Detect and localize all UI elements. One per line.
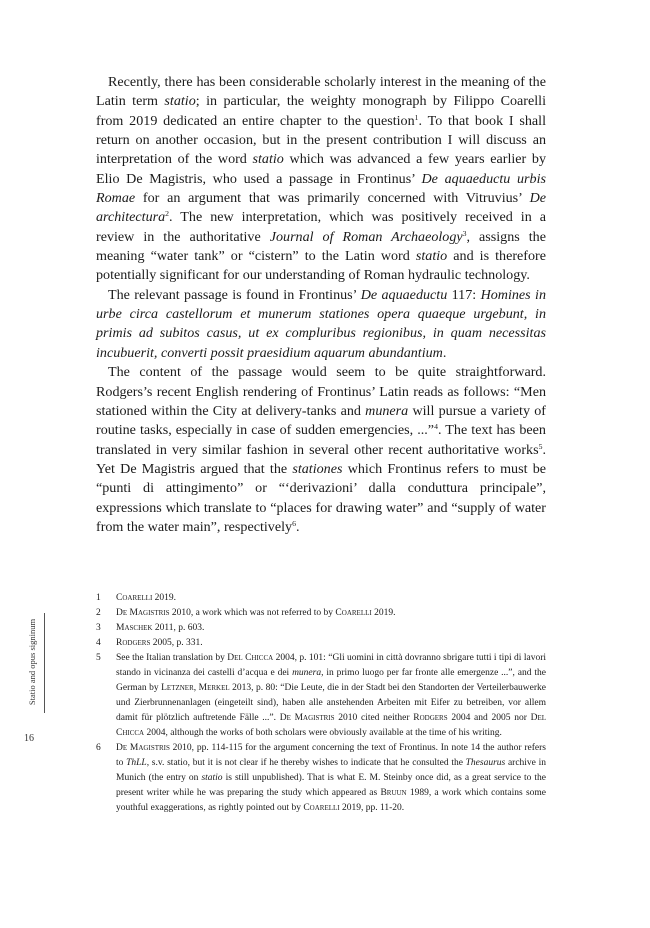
text-run: ; in particular, the weighty monograph by Filippo Coarelli from 2019 dedicated an entire chapter to the question [96, 93, 546, 129]
running-head-text: Statio and opus signinum [27, 618, 37, 706]
author-name: Coarelli [116, 593, 153, 603]
text-run: 2004 and 2005 nor [447, 713, 531, 723]
latin-term: munera [365, 402, 409, 419]
footnote-ref[interactable]: 1 [414, 112, 419, 122]
running-head [27, 617, 37, 707]
text-run: 2010, a work which was not referred to by [169, 608, 336, 618]
text-run: 2019, pp. 11-20. [339, 803, 405, 813]
footnote-text [116, 741, 546, 816]
latin-term: statio [201, 773, 223, 783]
footnote-text [116, 606, 546, 621]
text-run: Recently, there has been considerable scholarly interest in the meaning of the Latin term [96, 74, 546, 110]
footnote-text [116, 636, 546, 651]
footnote-ref[interactable]: 6 [292, 518, 296, 528]
author-name: Rodgers [116, 638, 151, 648]
author-name: Bruun [380, 788, 407, 798]
text-run: . The text has been translated in very similar fashion in several other recent authoritative works [96, 422, 546, 458]
text-run: , assigns the meaning “water tank” or “cistern” to the Latin word [96, 228, 546, 265]
footnotes [96, 591, 546, 816]
text-run: 1989, a work which contains some youthful exaggerations, as rightly pointed out by [116, 788, 546, 813]
footnote-text [116, 621, 546, 636]
text-run: will pursue a variety of routine tasks, especially in case of sudden emergencies, ...” [96, 402, 546, 439]
text-run: , s.v. statio, but it is not clear if he thereby wishes to indicate that he consulted the [146, 758, 466, 768]
footnote-number: 6 [96, 743, 101, 753]
text-run: and is therefore potentially significant for our understanding of Roman hydraulic technology. [96, 248, 546, 284]
author-name: Letzner [161, 683, 194, 693]
footnote-text [116, 651, 546, 741]
work-title: ThLL [126, 758, 147, 768]
main-text [96, 73, 546, 537]
work-title: De aquaeductu [360, 286, 448, 303]
footnote-number: 2 [96, 608, 101, 618]
author-name: Del Chicca [116, 713, 546, 738]
text-run: 2010 cited neither [334, 713, 414, 723]
text-run: 2013, p. 80: “Die Leute, die in der Stadt bei den Standorten der Verteilerbauwerke und Zierbrunnenanlagen (eingeteilt sind), haben alle anstehenden Arbeiten mit Eifer zu betreiben, vor allem damit für plötzlich auftretende Fälle ...”. [116, 683, 546, 723]
footnote-6 [96, 741, 546, 816]
margin-rule [44, 613, 45, 713]
text-run: which was advanced a few years earlier by Elio De Magistris, who used a passage in Frontinus’ [96, 151, 546, 187]
work-title: De aquaeductu urbis Romae [96, 170, 546, 207]
footnote-ref[interactable]: 2 [165, 209, 170, 219]
text-run: . To that book I shall return on another occasion, but in the present contribution I will discuss an interpretation of the word [96, 112, 546, 168]
author-name: Rodgers [413, 713, 448, 723]
work-title: De architectura [96, 190, 546, 226]
latin-term: munera [292, 668, 322, 678]
text-run: 2004, p. 101: “Gli uomini in città dovranno sbrigare tutti i tipi di lavori stando in vicinanza dei castelli d’acqua e dei [116, 653, 547, 678]
paragraph-1 [96, 73, 546, 286]
footnote-number: 4 [96, 638, 101, 648]
author-name: Maschek [116, 623, 153, 633]
text-run: . [295, 518, 300, 535]
latin-term: stationes [292, 460, 343, 477]
latin-term: statio [415, 248, 448, 265]
text-run: . The new interpretation, which was positively received in a review in the authoritative [96, 209, 546, 245]
author-name: De Magistris [279, 713, 335, 723]
footnote-number: 3 [96, 623, 101, 633]
text-run: 2004, although the works of both scholars were obviously available at the time of his writing. [144, 728, 502, 738]
text-run: which Frontinus refers to must be “punti di attingimento” or “‘derivazioni’ dalla conduttura principale”, expressions which translate to “places for drawing water” and “supply of water from the water main”, respectively [96, 460, 547, 535]
footnote-ref[interactable]: 3 [462, 228, 467, 238]
text-run: See the Italian translation by [116, 653, 228, 663]
paragraph-2 [96, 286, 546, 363]
footnote-2 [96, 606, 546, 621]
footnote-number: 5 [96, 653, 101, 663]
text-run: 2010, pp. 114-115 for the argument concerning the text of Frontinus. In note 14 the author refers to [116, 743, 546, 768]
author-name: Merkel [198, 683, 230, 693]
text-run: 2019. [152, 593, 177, 603]
footnote-ref[interactable]: 4 [434, 422, 438, 432]
text-run: is still unpublished). That is what E. M. Steinby once did, as a great service to the present writer while he was preparing the study which appeared as [116, 773, 547, 798]
footnote-3 [96, 621, 546, 636]
work-title: Thesaurus [465, 758, 506, 768]
text-run: archive in Munich (the entry on [116, 758, 547, 783]
footnote-number: 1 [96, 593, 101, 603]
text-run: , in primo luogo per far fronte alle emergenze ...”, and the German by [116, 668, 546, 693]
footnote-ref[interactable]: 5 [538, 441, 543, 451]
text-run: The content of the passage would seem to be quite straightforward. Rodgers’s recent English rendering of Frontinus’ Latin reads as follows: “Men stationed within the City at delivery-tanks and [96, 364, 546, 419]
text-run: The relevant passage is found in Frontinus’ [108, 286, 361, 303]
text-run: . [442, 344, 447, 361]
text-run: 2019. [371, 608, 396, 618]
latin-term: statio [164, 93, 196, 110]
text-run: 2011, p. 603. [152, 623, 205, 633]
journal-title: Journal of Roman Archaeology [269, 228, 463, 245]
paragraph-3 [96, 363, 546, 537]
latin-term: statio [252, 151, 284, 168]
author-name: Coarelli [303, 803, 340, 813]
latin-quotation: Homines in urbe circa castellorum et munerum stationes opera quaeque urgebunt, in primis ad subitos casus, ut ex compluribus regionibus, in quam necessitas incubuerit, converti possit praesidium aquarum abundantium [96, 286, 547, 361]
author-name: Del Chicca [227, 653, 274, 663]
text-run: 117: [447, 286, 481, 303]
text-run: . Yet De Magistris argued that the [96, 441, 546, 477]
text-run: for an argument that was primarily concerned with Vitruvius’ [135, 190, 530, 207]
author-name: De Magistris [116, 608, 170, 618]
author-name: De Magistris [116, 743, 170, 753]
text-run: 2005, p. 331. [150, 638, 203, 648]
footnote-4 [96, 636, 546, 651]
footnote-text [116, 591, 546, 606]
page-number: 16 [24, 733, 34, 744]
author-name: Coarelli [335, 608, 372, 618]
footnote-1 [96, 591, 546, 606]
footnote-5 [96, 651, 546, 741]
text-run: , [193, 683, 199, 693]
